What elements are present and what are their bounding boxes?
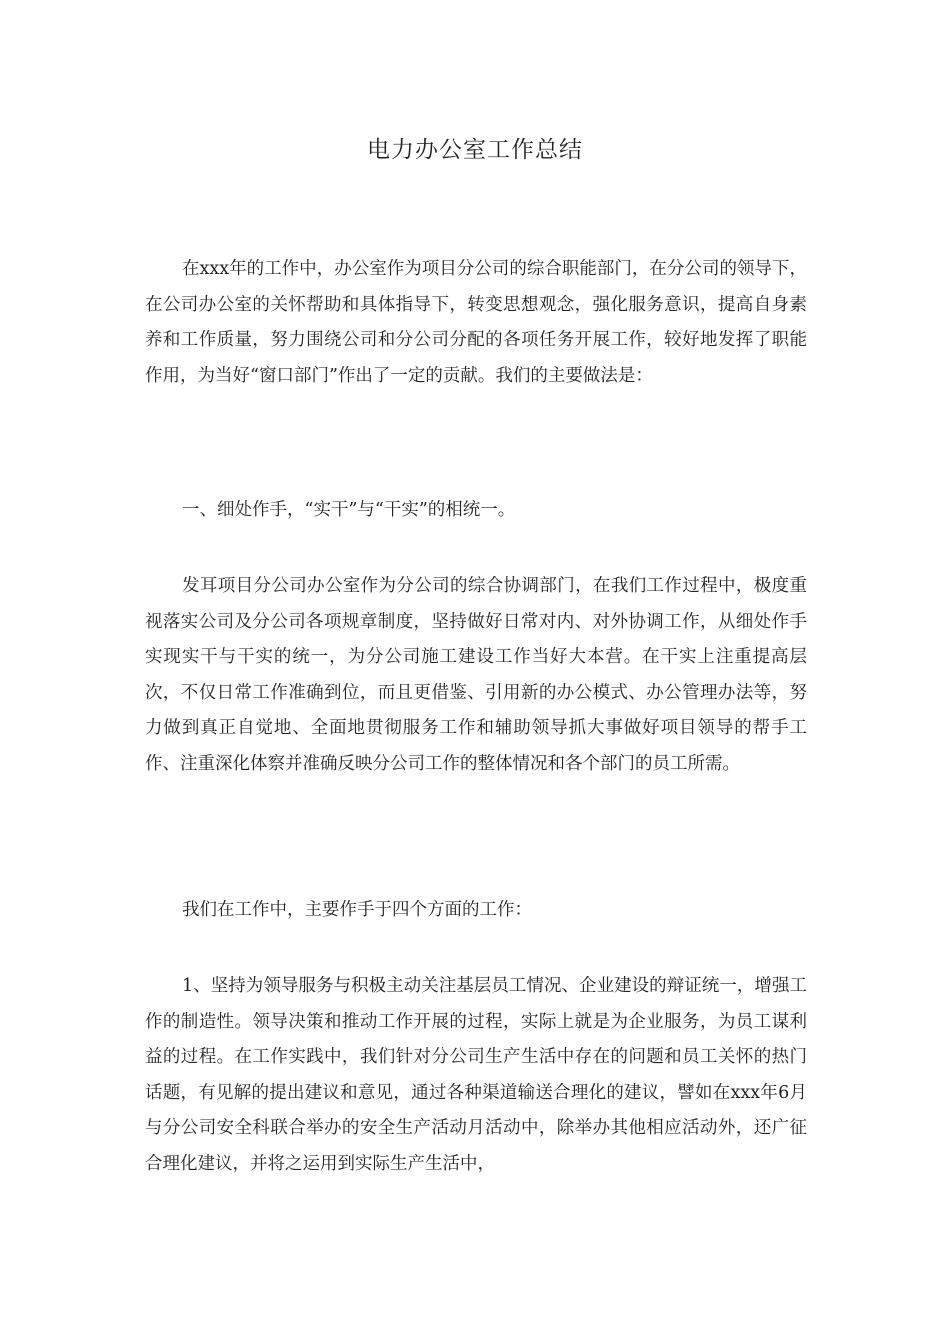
section-heading-one: 一、细处作手，“实干”与“干实”的相统一。 — [182, 500, 516, 520]
document-title: 电力办公室工作总结 — [367, 137, 583, 163]
paragraph-intro: 在xxx年的工作中，办公室作为项目分公司的综合职能部门，在分公司的领导下，在公司办公室的关怀帮助和具体指导下，转变思想观念，强化服务意识，提高自身素养和工作质量，努力围绕公司和分公司分配的各项任务开展工作，较好地发挥了职能作用，为当好“窗口部门”作出了一定的贡献。我们的主要做法是： — [145, 259, 807, 386]
paragraph-section-one: 发耳项目分公司办公室作为分公司的综合协调部门，在我们工作过程中，极度重视落实公司及分公司各项规章制度，坚持做好日常对内、对外协调工作，从细处作手实现实干与干实的统一，为分公司施工建设工作当好大本营。在干实上注重提高层次，不仅日常工作准确到位，而且更借鉴、引用新的办公模式、办公管理办法等，努力做到真正自觉地、全面地贯彻服务工作和辅助领导抓大事做好项目领导的帮手工作、注重深化体察并准确反映分公司工作的整体情况和各个部门的员工所需。 — [145, 576, 807, 774]
paragraph-four-aspects: 我们在工作中，主要作手于四个方面的工作： — [182, 900, 532, 920]
paragraph-item-one: 1、坚持为领导服务与积极主动关注基层员工情况、企业建设的辩证统一，增强工作的制造性。领导决策和推动工作开展的过程，实际上就是为企业服务，为员工谋利益的过程。在工作实践中，我们针对分公司生产生活中存在的问题和员工关怀的热门话题，有见解的提出建议和意见，通过各种渠道输送合理化的建议，譬如在xxx年6月与分公司安全科联合举办的安全生产活动月活动中，除举办其他相应活动外，还广征合理化建议，并将之运用到实际生产生活中， — [145, 976, 807, 1174]
